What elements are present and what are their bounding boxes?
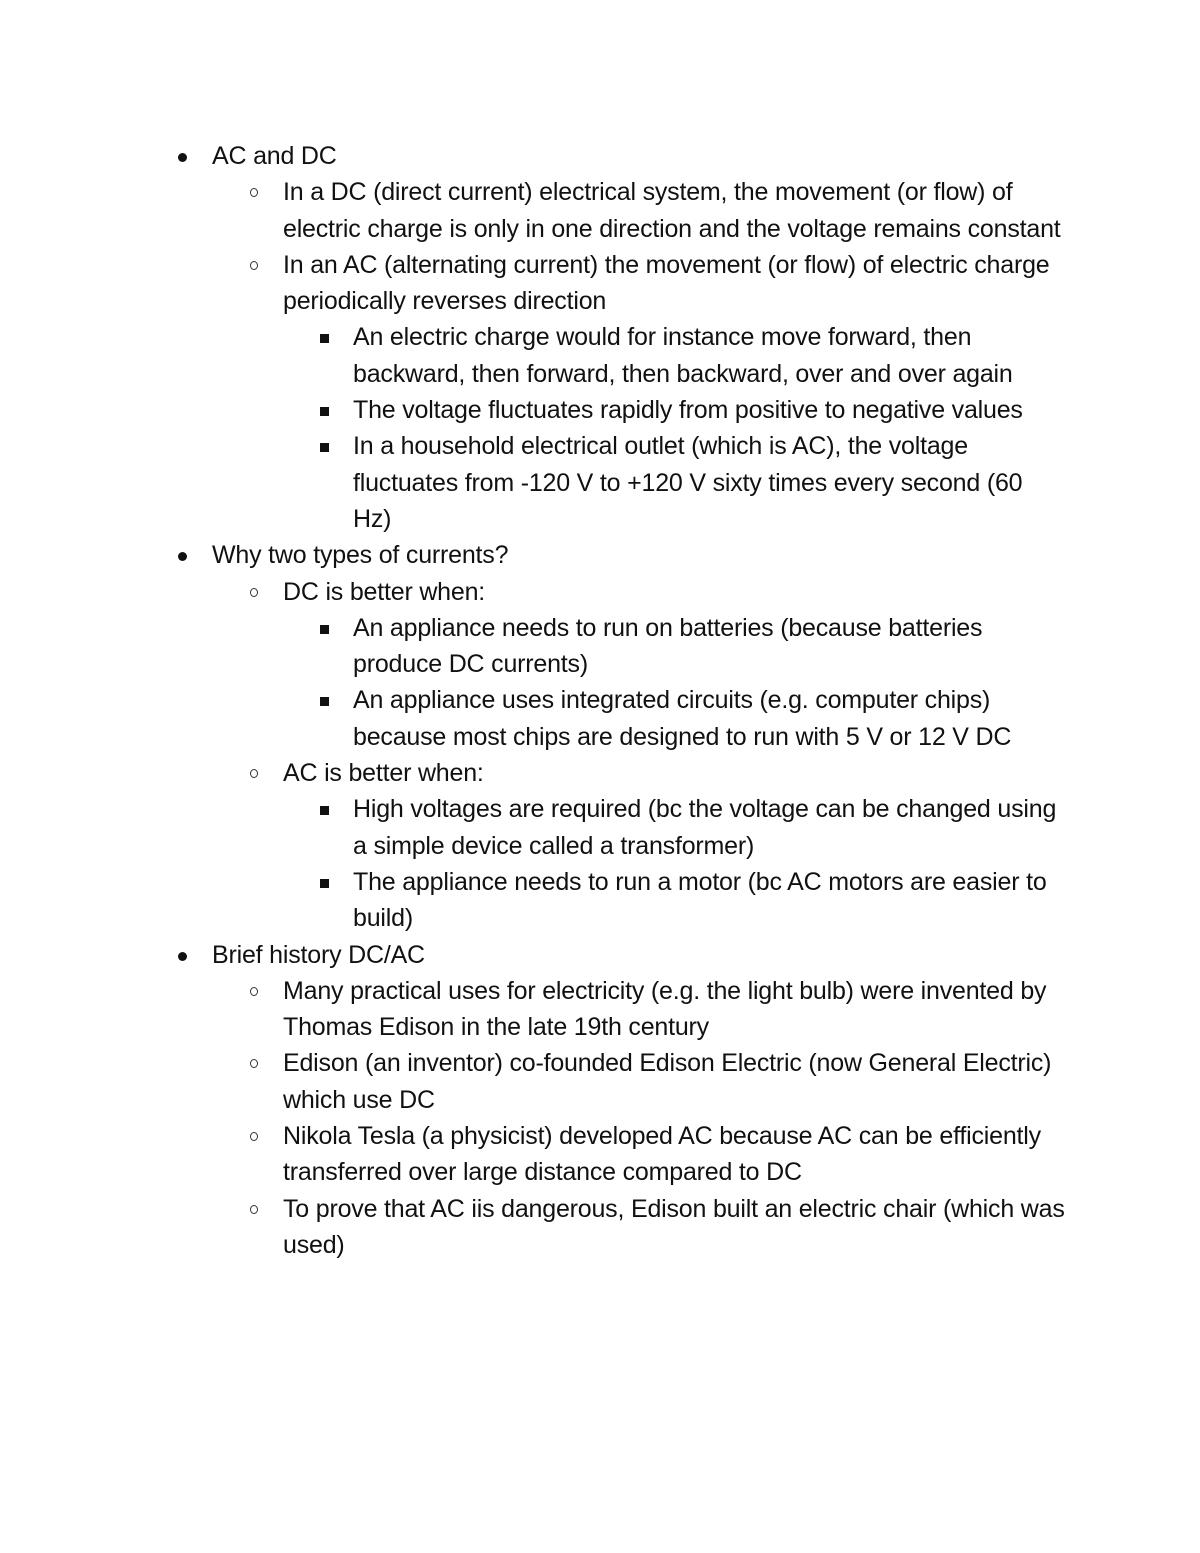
list-item-text: Edison (an inventor) co-founded Edison Electric (now General Electric) which use DC xyxy=(283,1049,1052,1114)
list-item-text: To prove that AC iis dangerous, Edison built an electric chair (which was used) xyxy=(283,1194,1065,1259)
list-item-level-2 xyxy=(0,1118,1073,1191)
list-item-level-2 xyxy=(0,174,1073,247)
list-item-text: AC and DC xyxy=(212,142,337,170)
bullet-list xyxy=(0,138,1200,1263)
list-item-level-1 xyxy=(0,537,1058,573)
list-item-level-1 xyxy=(0,937,1058,973)
list-item-text: Many practical uses for electricity (e.g. the light bulb) were invented by Thomas Edison in the late 19th century xyxy=(283,976,1047,1042)
list-item-text: In a DC (direct current) electrical system, the movement (or flow) of electric charge is only in one direction and the voltage remains constant xyxy=(283,178,1061,243)
list-item-text: An electric charge would for instance move forward, then backward, then forward, then backward, over and over again xyxy=(353,323,1013,388)
list-item-level-1 xyxy=(0,138,1058,174)
list-item-text: Brief history DC/AC xyxy=(212,940,425,969)
list-item-level-3 xyxy=(0,682,1063,755)
list-item-level-3 xyxy=(0,864,1063,937)
list-item-level-3 xyxy=(0,791,1063,864)
list-item-level-2 xyxy=(0,574,1073,610)
list-item-text: AC is better when: xyxy=(283,759,484,788)
list-item-text: An appliance uses integrated circuits (e.g. computer chips) because most chips are designed to run with 5 V or 12 V DC xyxy=(353,686,1012,751)
list-item-text: In a household electrical outlet (which is AC), the voltage fluctuates from -120 V to +120 V sixty times every second (60 Hz) xyxy=(353,432,1023,533)
list-item-level-2 xyxy=(0,973,1073,1046)
list-item-level-2 xyxy=(0,755,1073,791)
list-item-text: Why two types of currents? xyxy=(212,541,509,570)
list-item-level-3 xyxy=(0,610,1063,683)
list-item-text: The voltage fluctuates rapidly from positive to negative values xyxy=(353,396,1023,425)
list-item-level-2 xyxy=(0,1191,1073,1264)
list-item-text: Nikola Tesla (a physicist) developed AC because AC can be efficiently transferred over large distance compared to DC xyxy=(283,1122,1041,1187)
list-item-text: High voltages are required (bc the voltage can be changed using a simple device called a transformer) xyxy=(353,795,1057,860)
list-item-level-3 xyxy=(0,428,1063,537)
list-item-text: An appliance needs to run on batteries (because batteries produce DC currents) xyxy=(353,613,983,679)
list-item-level-2 xyxy=(0,247,1073,320)
list-item-text: DC is better when: xyxy=(283,577,486,606)
list-item-level-3 xyxy=(0,392,1063,428)
list-item-level-3 xyxy=(0,319,1063,392)
list-item-level-2 xyxy=(0,1045,1073,1118)
list-item-text: The appliance needs to run a motor (bc AC motors are easier to build) xyxy=(353,867,1047,933)
list-item-text: In an AC (alternating current) the movement (or flow) of electric charge periodically reverses direction xyxy=(283,250,1050,316)
